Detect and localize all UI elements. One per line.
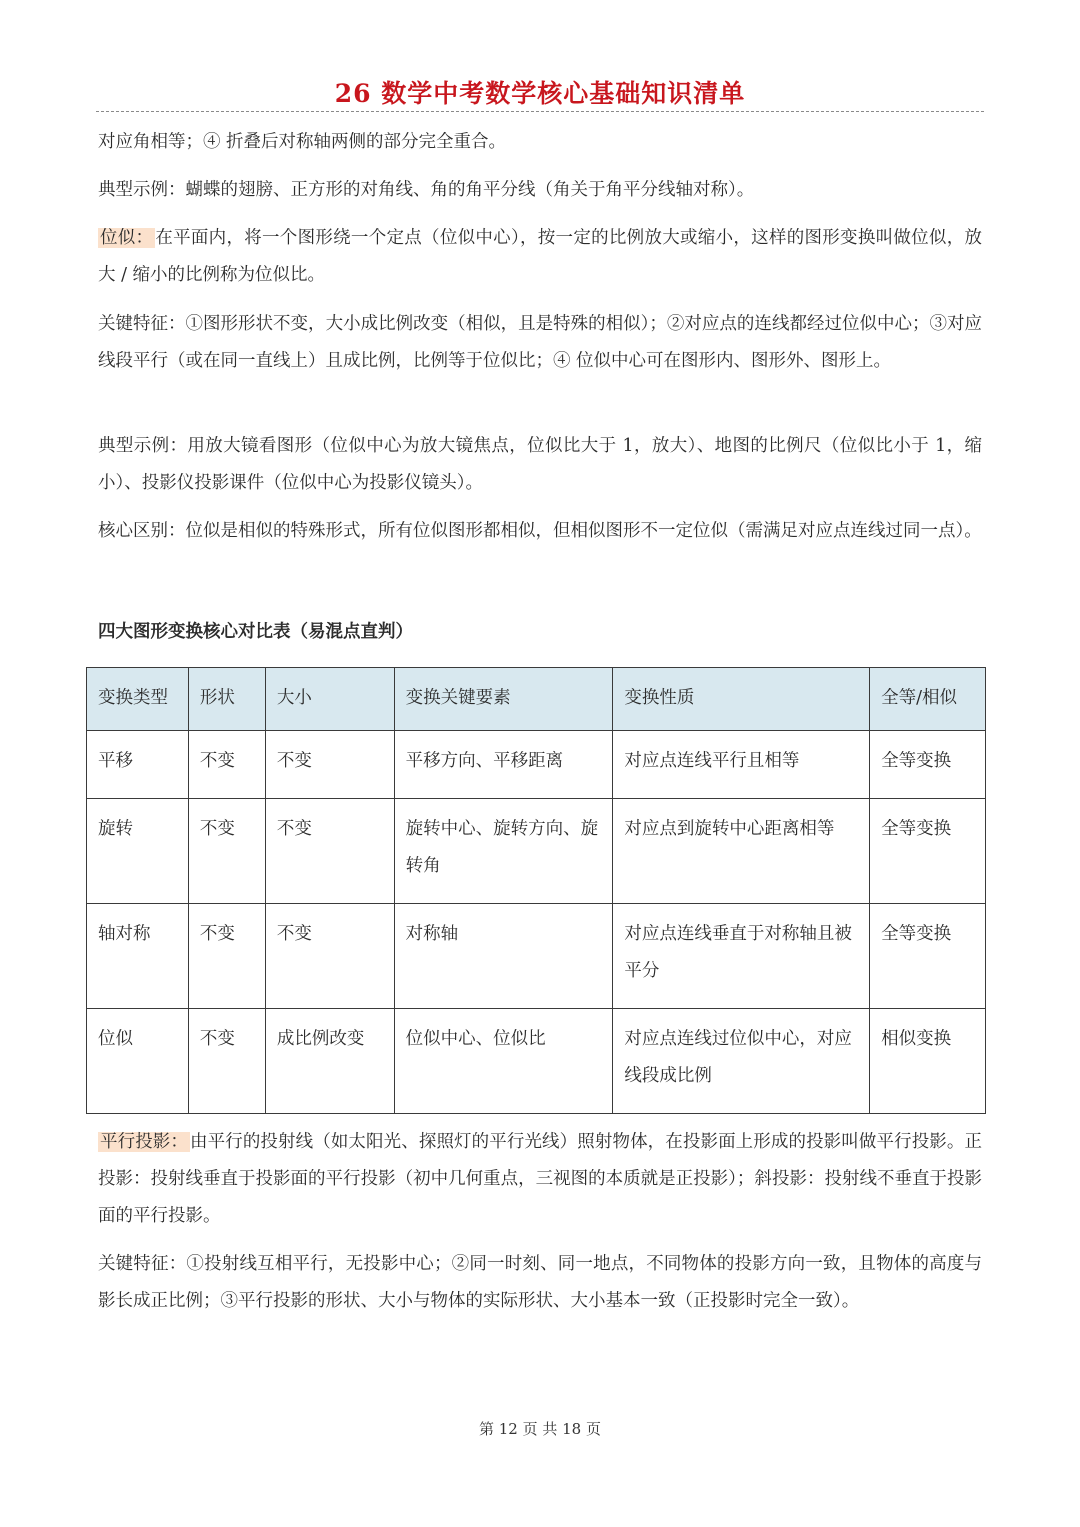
table-cell: 对称轴 [394, 904, 613, 1009]
table-header-row [87, 668, 986, 731]
header-cell: 变换关键要素 [394, 668, 613, 731]
homothety-definition-text: 在平面内，将一个图形绕一个定点（位似中心），按一定的比例放大或缩小，这样的图形变换叫做位似，放大 / 缩小的比例称为位似比。 [98, 228, 982, 285]
table-cell: 平移方向、平移距离 [394, 731, 613, 799]
table-cell: 不变 [265, 731, 394, 799]
parallel-projection-text: 由平行的投射线（如太阳光、探照灯的平行光线）照射物体，在投影面上形成的投影叫做平行投影。正投影：投射线垂直于投影面的平行投影（初中几何重点，三视图的本质就是正投影）；斜投影：投射线不垂直于投影面的平行投影。 [98, 1132, 983, 1226]
paragraph-symmetry-examples: 典型示例：蝴蝶的翅膀、正方形的对角线、角的角平分线（角关于角平分线轴对称）。 [98, 180, 755, 200]
header-cell: 变换性质 [613, 668, 870, 731]
paragraph-parallel-projection [98, 1124, 982, 1235]
table-row [87, 799, 986, 904]
paragraph-projection-features: 关键特征：①投射线互相平行，无投影中心；②同一时刻、同一地点，不同物体的投影方向一致，且物体的高度与影长成正比例；③平行投影的形状、大小与物体的实际形状、大小基本一致（正投影时完全一致）。 [98, 1254, 982, 1311]
header-cell: 大小 [265, 668, 394, 731]
table-cell: 不变 [188, 731, 265, 799]
page-number: 第 12 页 共 18 页 [478, 1420, 601, 1438]
table-cell: 对应点连线过位似中心，对应线段成比例 [613, 1009, 870, 1114]
page-title: 26 数学中考数学核心基础知识清单 [334, 79, 746, 108]
paragraph-homothety-features: 关键特征：①图形形状不变，大小成比例改变（相似，且是特殊的相似）；②对应点的连线都经过位似中心；③对应线段平行（或在同一直线上）且成比例，比例等于位似比；④ 位似中心可在图形内、图形外、图形上。 [98, 314, 982, 371]
term-parallel-projection: 平行投影： [100, 1132, 189, 1152]
paragraph-symmetry-end: 对应角相等；④ 折叠后对称轴两侧的部分完全重合。 [98, 132, 507, 152]
table-row [87, 904, 986, 1009]
header-cell: 形状 [188, 668, 265, 731]
table-cell: 不变 [188, 799, 265, 904]
table-heading: 四大图形变换核心对比表（易混点直判） [98, 622, 413, 642]
table-cell: 不变 [188, 904, 265, 1009]
table-cell: 位似中心、位似比 [394, 1009, 613, 1114]
header-cell: 变换类型 [87, 668, 189, 731]
header-cell: 全等/相似 [870, 668, 986, 731]
paragraph-homothety-difference: 核心区别：位似是相似的特殊形式，所有位似图形都相似，但相似图形不一定位似（需满足对应点连线过同一点）。 [98, 521, 982, 541]
table-cell: 相似变换 [870, 1009, 986, 1114]
table-cell: 全等变换 [870, 731, 986, 799]
table-cell: 不变 [265, 799, 394, 904]
table-cell: 位似 [87, 1009, 189, 1114]
table-cell: 平移 [87, 731, 189, 799]
table-row [87, 731, 986, 799]
table-row [87, 1009, 986, 1114]
table-cell: 不变 [188, 1009, 265, 1114]
table-cell: 旋转中心、旋转方向、旋转角 [394, 799, 613, 904]
table-cell: 全等变换 [870, 799, 986, 904]
table-cell: 对应点连线平行且相等 [613, 731, 870, 799]
table-cell: 对应点连线垂直于对称轴且被平分 [613, 904, 870, 1009]
table-cell: 对应点到旋转中心距离相等 [613, 799, 870, 904]
table-cell: 旋转 [87, 799, 189, 904]
paragraph-homothety-examples: 典型示例：用放大镜看图形（位似中心为放大镜焦点，位似比大于 1，放大）、地图的比例尺（位似比小于 1，缩小）、投影仪投影课件（位似中心为投影仪镜头）。 [98, 436, 982, 493]
table-cell: 不变 [265, 904, 394, 1009]
paragraph-homothety-definition [98, 220, 982, 294]
header-divider [96, 111, 984, 112]
table-cell: 成比例改变 [265, 1009, 394, 1114]
transform-comparison-table [86, 667, 986, 1114]
table-cell: 全等变换 [870, 904, 986, 1009]
term-homothety: 位似： [100, 228, 154, 248]
table-cell: 轴对称 [87, 904, 189, 1009]
